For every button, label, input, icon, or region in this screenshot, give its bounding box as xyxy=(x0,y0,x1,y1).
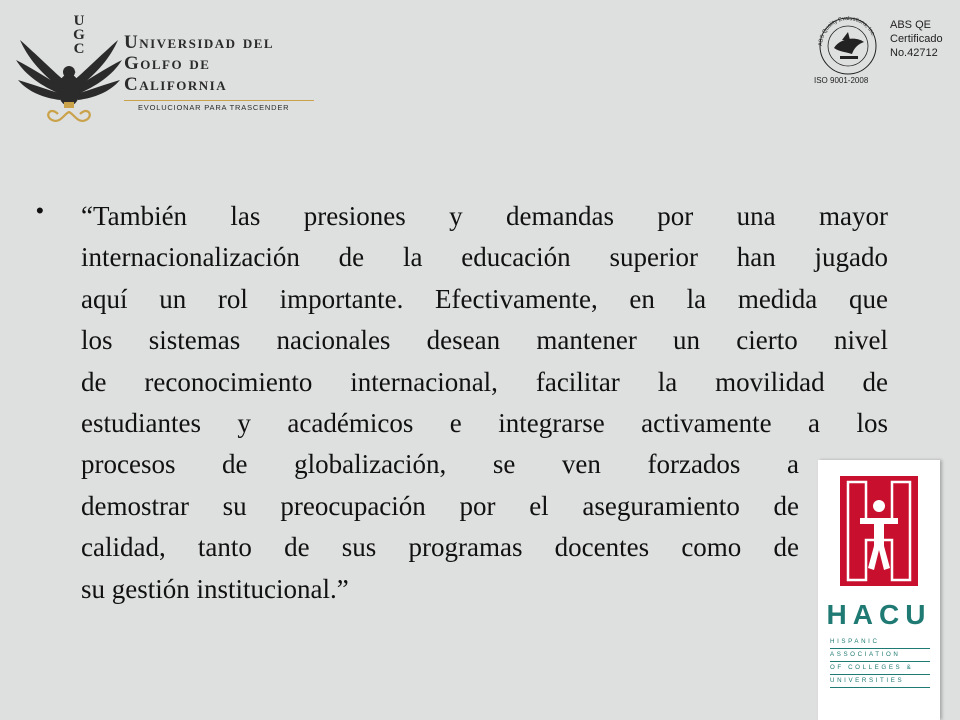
svg-text:ABS Quality Evaluations, Inc.: ABS Quality Evaluations, Inc. xyxy=(817,15,876,47)
hacu-h-figure-icon xyxy=(840,476,918,586)
bullet-marker: • xyxy=(36,198,44,223)
hacu-subtitle-line: HISPANIC xyxy=(830,636,930,649)
university-name-line: Universidad del xyxy=(124,32,275,53)
abs-line: Certificado xyxy=(890,33,943,45)
abs-line: ABS QE xyxy=(890,19,931,31)
quote-line: “También las presiones y demandas por una mayor xyxy=(81,201,888,231)
quote-line: estudiantes y académicos e integrarse activamente a los xyxy=(81,408,888,439)
hacu-acronym: HACU xyxy=(826,599,932,630)
eagle-crest-icon xyxy=(14,32,124,128)
monogram-letter: G xyxy=(73,27,85,43)
quote-line: internacionalización de la educación superior han jugado xyxy=(81,242,888,273)
quote-paragraph xyxy=(81,196,888,610)
hacu-subtitle-line: OF COLLEGES & xyxy=(830,662,930,675)
abs-line: No.42712 xyxy=(890,47,938,59)
university-slogan: EVOLUCIONAR PARA TRASCENDER xyxy=(138,103,290,112)
monogram-letter: C xyxy=(73,41,85,57)
iso-standard: ISO 9001-2008 xyxy=(814,76,869,85)
hacu-logo xyxy=(818,460,940,720)
quote-line: los sistemas nacionales desean mantener un cierto nivel xyxy=(81,325,888,356)
quote-line: de reconocimiento internacional, facilitar la movilidad de xyxy=(81,366,888,397)
hacu-subtitle xyxy=(830,636,930,688)
monogram-letter: U xyxy=(73,13,85,29)
quote-line: calidad, tanto de sus programas docentes como de xyxy=(81,532,799,563)
quote-line: demostrar su preocupación por el aseguramiento de xyxy=(81,490,799,521)
abs-certification xyxy=(808,10,958,90)
quote-line: su gestión institucional.” xyxy=(81,573,349,604)
hacu-subtitle-line: UNIVERSITIES xyxy=(830,675,930,688)
university-name xyxy=(124,32,274,95)
slogan-divider xyxy=(124,100,314,101)
quote-line: procesos de globalización, se ven forzados a xyxy=(81,449,799,480)
quote-line: aquí un rol importante. Efectivamente, en la medida que xyxy=(81,283,888,314)
abs-seal-icon xyxy=(812,12,884,78)
hacu-subtitle-line: ASSOCIATION xyxy=(830,649,930,662)
university-name-line: California xyxy=(124,74,228,95)
university-name-line: Golfo de xyxy=(124,53,211,74)
ugc-logo xyxy=(14,12,314,122)
abs-certificate-text xyxy=(890,18,943,60)
